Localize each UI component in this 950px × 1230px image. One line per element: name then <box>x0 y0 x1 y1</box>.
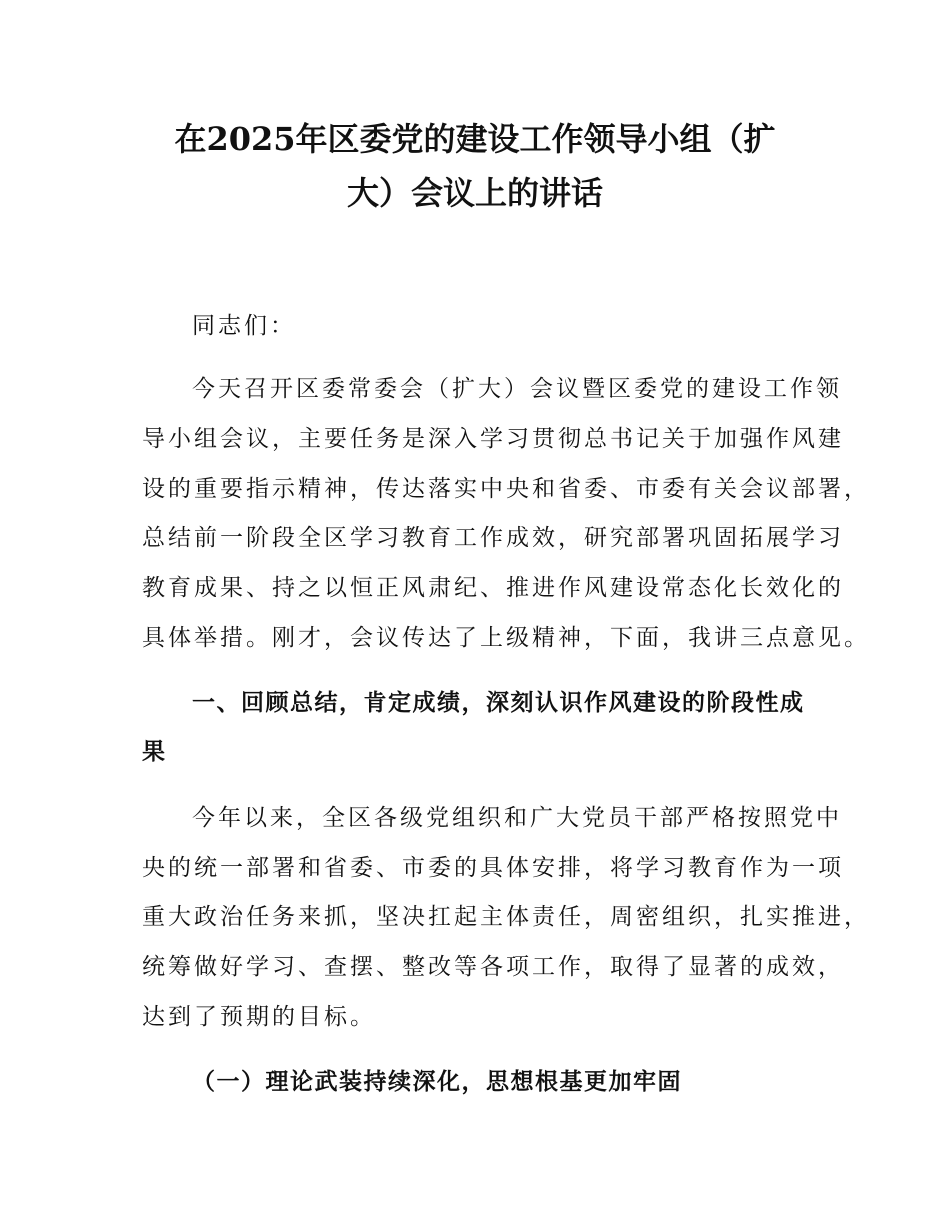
heading-line: 一、回顾总结，肯定成绩，深刻认识作风建设的阶段性成 <box>192 690 805 716</box>
paragraph-line: 今天召开区委常委会（扩大）会议暨区委党的建设工作领 <box>192 376 842 402</box>
heading-line: 果 <box>142 739 167 765</box>
salutation: 同志们： <box>192 313 296 339</box>
subsection-1-heading: （一）理论武装持续深化，思想根基更加牢固 <box>192 1069 682 1095</box>
paragraph-line: 统筹做好学习、查摆、整改等各项工作，取得了显著的成效， <box>142 954 844 980</box>
paragraph-line: 达到了预期的目标。 <box>142 1004 376 1030</box>
paragraph-line: 具体举措。刚才，会议传达了上级精神，下面，我讲三点意见。 <box>142 625 870 651</box>
document-title <box>120 112 830 220</box>
paragraph-line: 重大政治任务来抓，坚决扛起主体责任，周密组织，扎实推进， <box>142 904 870 930</box>
title-line-2: 大）会议上的讲话 <box>346 174 603 212</box>
paragraph-line: 设的重要指示精神，传达落实中央和省委、市委有关会议部署， <box>142 476 870 502</box>
paragraph-line: 总结前一阶段全区学习教育工作成效，研究部署巩固拓展学习 <box>142 525 844 551</box>
paragraph-line: 导小组会议，主要任务是深入学习贯彻总书记关于加强作风建 <box>142 426 844 452</box>
paragraph-line: 教育成果、持之以恒正风肃纪、推进作风建设常态化长效化的 <box>142 575 844 601</box>
title-line-1: 在2025年区委党的建设工作领导小组（扩 <box>174 120 776 158</box>
paragraph-line: 今年以来，全区各级党组织和广大党员干部严格按照党中 <box>192 805 842 831</box>
paragraph-line: 央的统一部署和省委、市委的具体安排，将学习教育作为一项 <box>142 855 844 881</box>
